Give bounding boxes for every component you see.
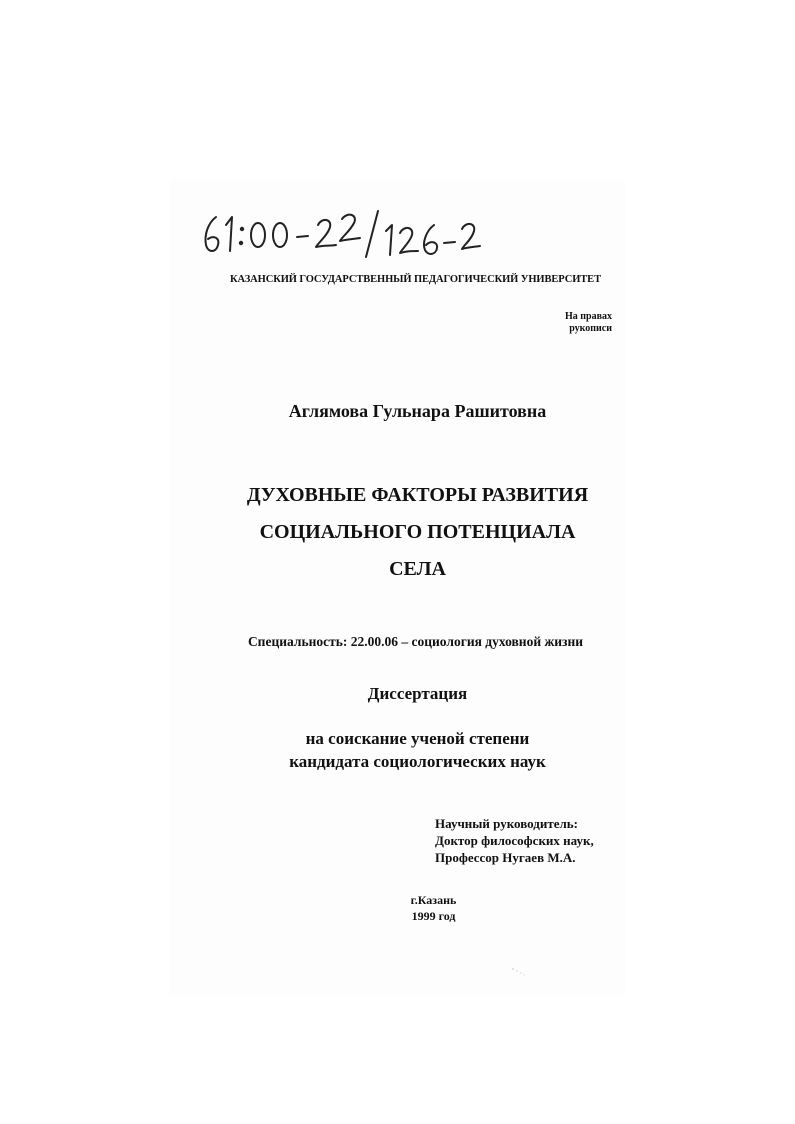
supervisor-line-1: Научный руководитель: bbox=[435, 816, 578, 831]
year: 1999 год bbox=[411, 909, 456, 923]
scan-specks bbox=[510, 965, 530, 983]
document-type: Диссертация bbox=[367, 684, 468, 703]
rights-line-1: На правах bbox=[564, 311, 612, 322]
place-and-year bbox=[36, 892, 795, 924]
supervisor-line-2: Доктор философских наук, bbox=[435, 833, 594, 848]
title-line-1: ДУХОВНЫЕ ФАКТОРЫ РАЗВИТИЯ bbox=[246, 484, 589, 506]
title-line-3: СЕЛА bbox=[389, 558, 446, 580]
handwritten-code-drawing bbox=[200, 205, 490, 265]
rights-line-2: рукописи bbox=[569, 323, 612, 334]
city: г.Казань bbox=[410, 893, 457, 907]
degree-line-2: кандидата социологических наук bbox=[289, 752, 546, 771]
handwritten-catalog-code bbox=[200, 205, 490, 265]
supervisor-block bbox=[435, 815, 594, 866]
degree-line-1: на соискание ученой степени bbox=[305, 729, 530, 748]
degree-statement bbox=[20, 727, 795, 773]
manuscript-rights-note bbox=[565, 311, 612, 335]
scan-specks-drawing bbox=[510, 966, 530, 978]
dissertation-title bbox=[20, 477, 795, 588]
university-name: КАЗАНСКИЙ ГОСУДАРСТВЕННЫЙ ПЕДАГОГИЧЕСКИЙ УНИВЕРСИТЕТ bbox=[230, 274, 601, 285]
supervisor-line-3: Профессор Нугаев М.А. bbox=[435, 850, 576, 865]
author-name: Аглямова Гульнара Рашитовна bbox=[288, 401, 547, 421]
specialty-line: Специальность: 22.00.06 – социология духовной жизни bbox=[247, 634, 584, 649]
title-line-2: СОЦИАЛЬНОГО ПОТЕНЦИАЛА bbox=[259, 521, 576, 543]
